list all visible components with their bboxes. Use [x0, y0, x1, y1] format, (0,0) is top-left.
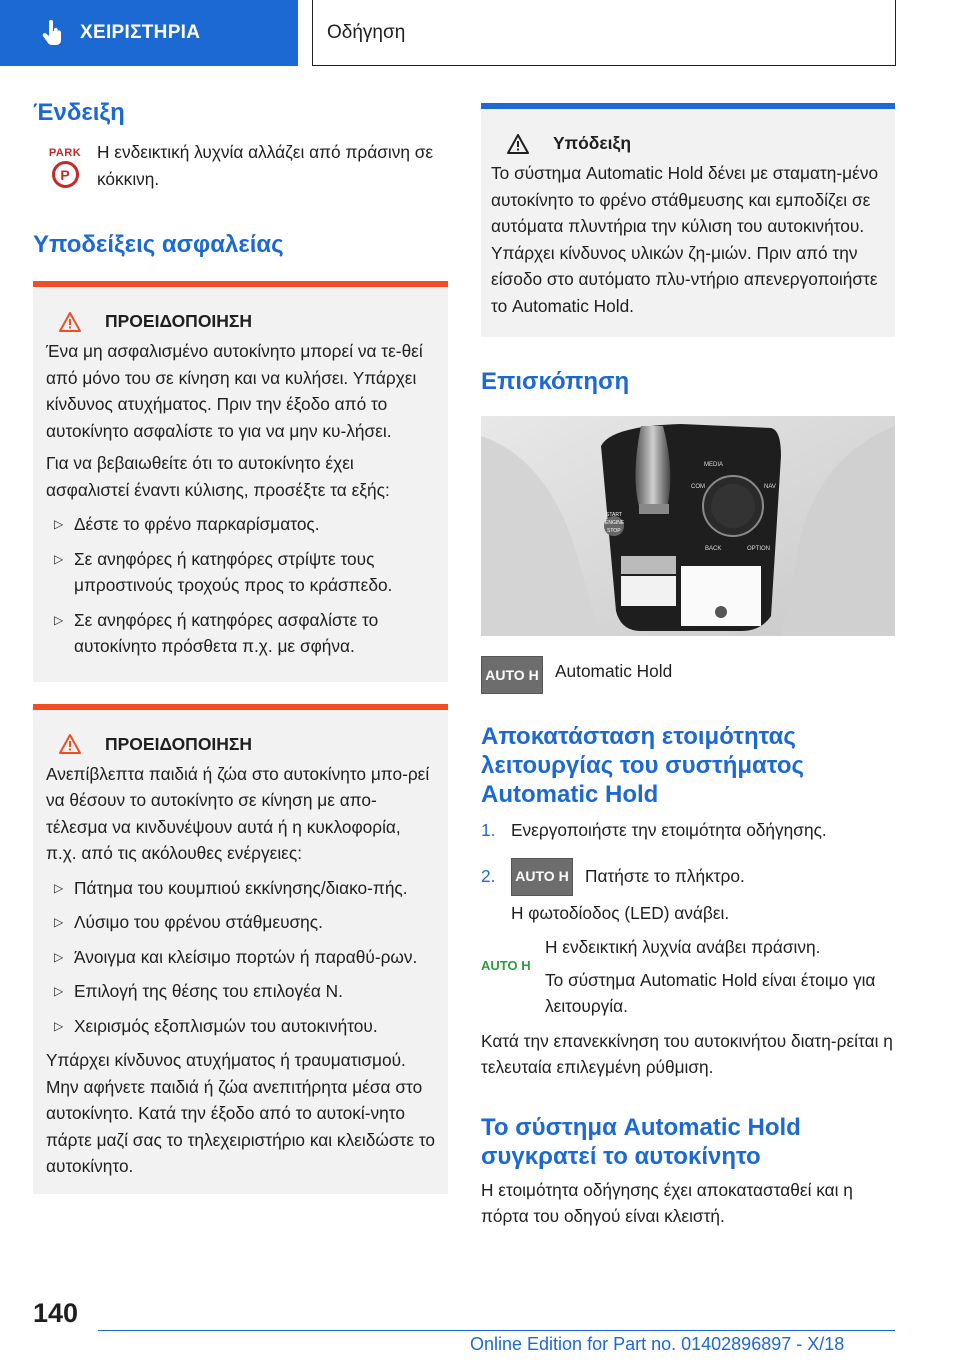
- safety-heading: Υποδείξεις ασφαλείας: [33, 231, 284, 258]
- back-button-label: BACK: [705, 546, 722, 552]
- edition-text: Online Edition for Part no. 01402896897 - X/18: [470, 1334, 845, 1354]
- list-item: ▷ Σε ανηφόρες ή κατηφόρες στρίψτε τους μπροστινούς τροχούς προς το κράσπεδο.: [46, 546, 435, 599]
- bullet-icon: ▷: [54, 551, 64, 566]
- automatic-hold-button-row: [481, 656, 895, 694]
- step-number: 1.: [481, 820, 496, 840]
- right-column: [481, 103, 895, 1230]
- restart-text: Κατά την επανεκκίνηση του αυτοκινήτου διατη-ρείται η τελευταία επιλεγμένη ρύθμιση.: [481, 1030, 893, 1077]
- page-number: 140: [33, 1298, 79, 1328]
- warning-text: Ένα μη ασφαλισμένο αυτοκίνητο μπορεί να τε-θεί από μόνο του σε κίνηση και να κυλήσει. Υπάρχει κίνδυνος ατυχήματος. Πριν την έξοδο από το αυτοκίνητο ασφαλίστε το για να μην κυ-λήσει.: [46, 341, 423, 441]
- list-item: ▷ Επιλογή της θέσης του επιλογέα N.: [46, 978, 435, 1005]
- hint-text: Το σύστημα Automatic Hold δένει με σταματη-μένο αυτοκίνητο το φρένο στάθμευσης και εμποδίζει σε αυτόματα πλυντήρια την κύλιση του αυτοκινήτου. Υπάρχει κίνδυνος υλικών ζη-μιών. Πριν από την είσοδο στο αυτόματο πλυ-ντήριο απενεργοποιήστε το Automatic Hold.: [491, 163, 879, 316]
- auto-h-button[interactable]: AUTO H: [511, 858, 573, 896]
- bullet-icon: ▷: [54, 984, 64, 998]
- warning-head: ΠΡΟΕΙΔΟΠΟΙΗΣΗ: [46, 311, 435, 332]
- green-indicator-note: [481, 934, 895, 1020]
- hint-box: [481, 103, 895, 337]
- page-header: [0, 0, 960, 66]
- button-caption: Automatic Hold: [555, 661, 673, 681]
- indicator-text: Η ενδεικτική λυχνία αλλάζει από πράσινη σε κόκκινη.: [97, 142, 434, 189]
- bullet-icon: ▷: [54, 1018, 64, 1033]
- center-console-illustration: [481, 416, 895, 636]
- section-title: ΧΕΙΡΙΣΤΗΡΙΑ: [80, 22, 201, 43]
- indicator-note: [33, 139, 448, 192]
- warning-text: Ανεπίβλεπτα παιδιά ή ζώα στο αυτοκίνητο μπο-ρεί να θέσουν το αυτοκίνητο σε κίνηση με απο-τέλεσμα να κινδυνέψουν αυτά ή η κυκλοφορία, π.χ. από τις ακόλουθες ενέργειες:: [46, 763, 430, 863]
- restore-heading: Αποκατάσταση ετοιμότητας λειτουργίας του συστήματος Automatic Hold: [481, 723, 804, 808]
- com-button-label: COM: [691, 484, 705, 490]
- overview-heading: Επισκόπηση: [481, 368, 630, 395]
- chapter-title: Οδήγηση: [327, 21, 406, 43]
- warning-triangle-icon: [507, 134, 529, 154]
- bullet-icon: ▷: [54, 880, 64, 895]
- warning-text: Για να βεβαιωθείτε ότι το αυτοκίνητο έχει ασφαλιστεί έναντι κύλισης, προσέξτε τα εξής:: [46, 453, 390, 500]
- step-2: 2. AUTO H Πατήστε το πλήκτρο.: [481, 858, 895, 896]
- hand-pointer-icon: [42, 20, 64, 46]
- option-button-label: OPTION: [747, 546, 771, 552]
- list-item: ▷ Πάτημα του κουμπιού εκκίνησης/διακο-πής.: [46, 875, 435, 902]
- hold-heading: Το σύστημα Automatic Hold συγκρατεί το αυτοκίνητο: [481, 1113, 801, 1170]
- chapter-tab[interactable]: [312, 0, 896, 66]
- bullet-icon: ▷: [54, 915, 64, 929]
- bullet-icon: ▷: [54, 949, 64, 964]
- indicator-heading: Ένδειξη: [33, 99, 125, 126]
- warning-text: Υπάρχει κίνδυνος ατυχήματος ή τραυματισμού. Μην αφήνετε παιδιά ή ζώα ανεπιτήρητα μέσα στο αυτοκίνητο. Κατά την έξοδο από το αυτοκί-νητο πάρτε μαζί σας το τηλεχειριστήριο και κλειδώστε το αυτοκίνητο.: [46, 1050, 436, 1176]
- warning-head: ΠΡΟΕΙΔΟΠΟΙΗΣΗ: [46, 734, 435, 755]
- auto-h-button[interactable]: AUTO H: [481, 656, 543, 694]
- engine-label: ENGINE: [605, 520, 625, 526]
- stop-label: STOP: [607, 528, 621, 534]
- auto-h-green-indicator-icon: AUTO H: [481, 958, 531, 973]
- section-tab[interactable]: [0, 0, 298, 66]
- warning-triangle-icon: [59, 734, 81, 754]
- start-label: START: [606, 512, 622, 518]
- step-1: 1. Ενεργοποιήστε την ετοιμότητα οδήγησης.: [481, 817, 895, 844]
- green-indicator-text: Η ενδεικτική λυχνία ανάβει πράσινη.: [545, 937, 821, 957]
- ready-text: Το σύστημα Automatic Hold είναι έτοιμο για λειτουργία.: [545, 969, 876, 1016]
- list-item: ▷ Λύσιμο του φρένου στάθμευσης.: [46, 909, 435, 936]
- hold-text: Η ετοιμότητα οδήγησης έχει αποκατασταθεί και η πόρτα του οδηγού είναι κλειστή.: [481, 1179, 853, 1226]
- warning-triangle-icon: [59, 312, 81, 332]
- list-item: ▷ Σε ανηφόρες ή κατηφόρες ασφαλίστε το αυτοκίνητο πρόσθετα π.χ. με σφήνα.: [46, 607, 435, 660]
- park-indicator-icon: PARK P: [33, 139, 97, 192]
- warning-box-2: [33, 704, 448, 1194]
- warning-box-1: [33, 281, 448, 682]
- step-2-note: Η φωτοδίοδος (LED) ανάβει.: [511, 902, 730, 923]
- nav-button-label: NAV: [764, 484, 776, 490]
- media-button-label: MEDIA: [704, 462, 724, 468]
- bullet-icon: ▷: [54, 612, 64, 627]
- bullet-icon: ▷: [54, 517, 64, 531]
- center-console-photo: [481, 416, 895, 636]
- left-column: [33, 98, 448, 1194]
- list-item: ▷ Δέστε το φρένο παρκαρίσματος.: [46, 511, 435, 538]
- hint-head: Υπόδειξη: [491, 133, 881, 154]
- list-item: ▷ Άνοιγμα και κλείσιμο πορτών ή παραθύ-ρων.: [46, 944, 435, 971]
- list-item: ▷ Χειρισμός εξοπλισμών του αυτοκινήτου.: [46, 1013, 435, 1040]
- step-number: 2.: [481, 866, 496, 887]
- footer-divider: [98, 1330, 895, 1331]
